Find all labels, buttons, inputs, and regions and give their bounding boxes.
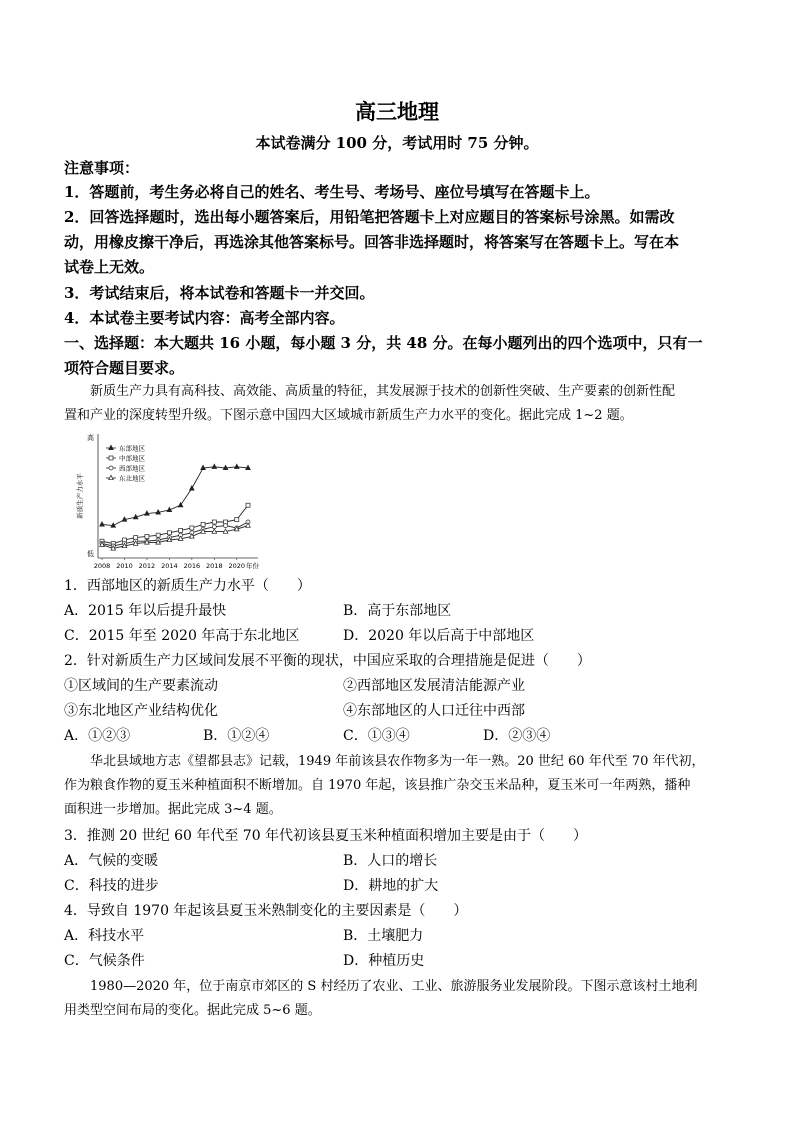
data-point bbox=[212, 464, 217, 468]
data-point bbox=[145, 534, 149, 538]
passage2-line3: 面积进一步增加。据此完成 3~4 题。 bbox=[64, 802, 282, 817]
section-heading-cont: 项符合题目要求。 bbox=[64, 359, 185, 377]
data-point bbox=[167, 531, 171, 535]
passage1-line1: 新质生产力具有高科技、高效能、高质量的特征，其发展源于技术的创新性突破、生产要素的创新性配 bbox=[90, 384, 676, 399]
notice-item-3: 3．考试结束后，将本试卷和答题卡一并交回。 bbox=[64, 284, 375, 302]
x-tick-label: 2012 bbox=[138, 562, 156, 570]
chart-legend bbox=[106, 444, 146, 483]
q2-option-b: B．①②④ bbox=[203, 728, 270, 744]
x-axis-unit: 年份 bbox=[246, 562, 259, 570]
q2-stem: 2．针对新质生产力区域间发展不平衡的现状，中国应采取的合理措施是促进（ ） bbox=[64, 653, 591, 669]
legend-label: 中部地区 bbox=[119, 454, 145, 463]
legend-marker bbox=[109, 475, 114, 479]
q2-option-c: C．①③④ bbox=[343, 728, 410, 744]
passage1-line2: 置和产业的深度转型升级。下图示意中国四大区域城市新质生产力水平的变化。据此完成 1~2 题。 bbox=[64, 408, 633, 423]
q3-option-d: D．耕地的扩大 bbox=[343, 878, 439, 894]
x-tick-label: 2014 bbox=[161, 562, 178, 570]
notice-item-2: 2．回答选择题时，选出每小题答案后，用铅笔把答题卡上对应题目的答案标号涂黑。如需改 bbox=[64, 208, 675, 226]
data-point bbox=[201, 522, 205, 526]
data-point bbox=[156, 533, 160, 537]
section-heading: 一、选择题：本大题共 16 小题，每小题 3 分，共 48 分。在每小题列出的四个选项中，只有一 bbox=[64, 334, 703, 352]
q4-stem: 4．导致自 1970 年起该县夏玉米熟制变化的主要因素是（ ） bbox=[64, 903, 468, 919]
legend-marker bbox=[109, 456, 113, 460]
x-tick-label: 2020 bbox=[228, 562, 246, 570]
x-tick-label: 2008 bbox=[93, 562, 111, 570]
q4-option-a: A．科技水平 bbox=[64, 928, 145, 944]
passage3-line1: 1980—2020 年，位于南京市郊区的 S 村经历了农业、工业、旅游服务业发展阶段。下图示意该村土地利 bbox=[90, 979, 698, 994]
data-point bbox=[212, 529, 217, 533]
passage3-line2: 用类型空间布局的变化。据此完成 5~6 题。 bbox=[64, 1003, 321, 1018]
q1-option-d: D．2020 年以后高于中部地区 bbox=[343, 628, 535, 644]
data-point bbox=[190, 526, 194, 530]
q1-option-c: C．2015 年至 2020 年高于东北地区 bbox=[64, 628, 300, 644]
data-point bbox=[234, 464, 239, 468]
data-point bbox=[179, 528, 183, 532]
legend-marker bbox=[109, 445, 114, 449]
legend-label: 东北地区 bbox=[119, 474, 145, 483]
passage2-line1: 华北县域地方志《望都县志》记载，1949 年前该县农作物多为一年一熟。20 世纪 60 年代至 70 年代初， bbox=[90, 754, 705, 769]
productivity-line-chart bbox=[70, 428, 270, 576]
y-axis-label: 新质生产力水平 bbox=[76, 473, 84, 519]
q2-statement-3: ③东北地区产业结构优化 bbox=[64, 703, 218, 719]
q3-stem: 3．推测 20 世纪 60 年代至 70 年代初该县夏玉米种植面积增加主要是由于（ ） bbox=[64, 828, 588, 844]
y-bottom-label: 低 bbox=[87, 550, 94, 558]
q3-option-b: B．人口的增长 bbox=[343, 853, 438, 869]
exam-subtitle: 本试卷满分 100 分，考试用时 75 分钟。 bbox=[255, 134, 539, 152]
notice-item-2-cont: 动，用橡皮擦干净后，再选涂其他答案标号。回答非选择题时，将答案写在答题卡上。写在本 bbox=[64, 233, 680, 251]
q1-stem: 1．西部地区的新质生产力水平（ ） bbox=[64, 578, 311, 594]
notice-item-2-end: 试卷上无效。 bbox=[64, 258, 155, 276]
x-tick-label: 2018 bbox=[206, 562, 223, 570]
q2-option-d: D．②③④ bbox=[483, 728, 551, 744]
q3-option-a: A．气候的变暖 bbox=[64, 853, 159, 869]
q4-option-d: D．种植历史 bbox=[343, 953, 425, 969]
data-point bbox=[224, 524, 228, 528]
notice-heading: 注意事项： bbox=[64, 159, 140, 177]
q2-statement-1: ①区域间的生产要素流动 bbox=[64, 678, 218, 694]
passage2-line2: 作为粮食作物的夏玉米种植面积不断增加。自 1970 年起，该县推广杂交玉米品种，夏玉米可一年两熟，播种 bbox=[64, 778, 691, 793]
notice-item-4: 4．本试卷主要考试内容：高考全部内容。 bbox=[64, 309, 345, 327]
chart-labels bbox=[75, 433, 260, 570]
page-title: 高三地理 bbox=[355, 100, 439, 124]
q4-option-c: C．气候条件 bbox=[64, 953, 145, 969]
q2-option-a: A．①②③ bbox=[64, 728, 131, 744]
x-tick-label: 2016 bbox=[183, 562, 201, 570]
data-point bbox=[246, 503, 250, 507]
data-point bbox=[212, 520, 216, 524]
notice-item-1: 1．答题前，考生务必将自己的姓名、考生号、考场号、座位号填写在答题卡上。 bbox=[64, 183, 600, 201]
q4-option-b: B．土壤肥力 bbox=[343, 928, 424, 944]
q1-option-a: A．2015 年以后提升最快 bbox=[64, 603, 227, 619]
q2-statement-4: ④东部地区的人口迁往中西部 bbox=[343, 703, 525, 719]
y-top-label: 高 bbox=[87, 434, 94, 442]
q1-option-b: B．高于东部地区 bbox=[343, 603, 452, 619]
data-point bbox=[100, 522, 105, 526]
x-tick-label: 2010 bbox=[116, 562, 133, 570]
data-point bbox=[235, 518, 239, 522]
legend-label: 西部地区 bbox=[119, 464, 145, 473]
q2-statement-2: ②西部地区发展清洁能源产业 bbox=[343, 678, 525, 694]
q3-option-c: C．科技的进步 bbox=[64, 878, 159, 894]
legend-marker bbox=[109, 466, 113, 470]
legend-label: 东部地区 bbox=[119, 444, 145, 453]
